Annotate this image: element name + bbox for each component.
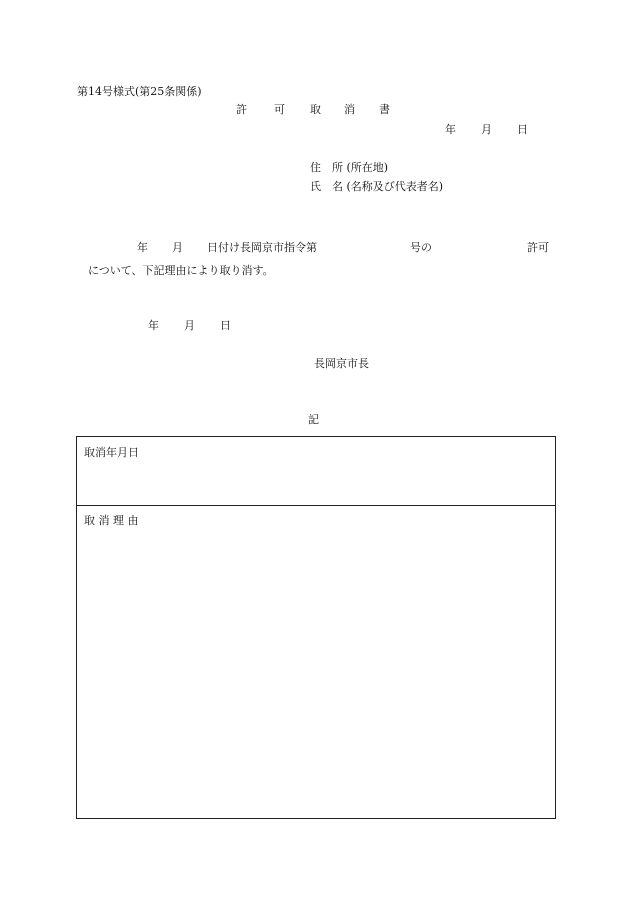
issue-date-year: 年 (148, 319, 159, 332)
form-number: 第14号様式(第25条関係) (77, 85, 202, 98)
title-char-1: 許 (236, 103, 247, 116)
address-line (310, 162, 388, 173)
revocation-date-label: 取消年月日 (84, 446, 139, 459)
body-dated-text: 日付け長岡京市指令第 (207, 241, 317, 254)
header-date-month: 月 (481, 123, 492, 136)
revocation-reason-label: 取 消 理 由 (84, 514, 139, 527)
title-char-3: 取 (310, 103, 321, 116)
title-char-4: 消 (344, 103, 355, 116)
address-note: (所在地) (346, 161, 389, 174)
body-permit: 許可 (527, 241, 549, 254)
title-char-2: 可 (274, 103, 285, 116)
issue-date-month: 月 (184, 319, 195, 332)
issuer: 長岡京市長 (314, 357, 369, 370)
name-note: (名称及び代表者名) (346, 180, 444, 193)
body-line-2: について、下記理由により取り消す。 (88, 264, 274, 277)
name-label: 氏 名 (310, 180, 343, 193)
body-year: 年 (137, 241, 148, 254)
title-char-5: 書 (379, 103, 390, 116)
issue-date-day: 日 (220, 319, 231, 332)
body-month: 月 (172, 241, 183, 254)
table-row-divider (77, 505, 555, 506)
header-date-year: 年 (445, 123, 456, 136)
address-label: 住 所 (310, 161, 343, 174)
header-date-day: 日 (517, 123, 528, 136)
revocation-table (76, 436, 556, 819)
note-heading: 記 (308, 413, 319, 426)
body-number-suffix: 号の (410, 241, 432, 254)
name-line (310, 181, 443, 192)
